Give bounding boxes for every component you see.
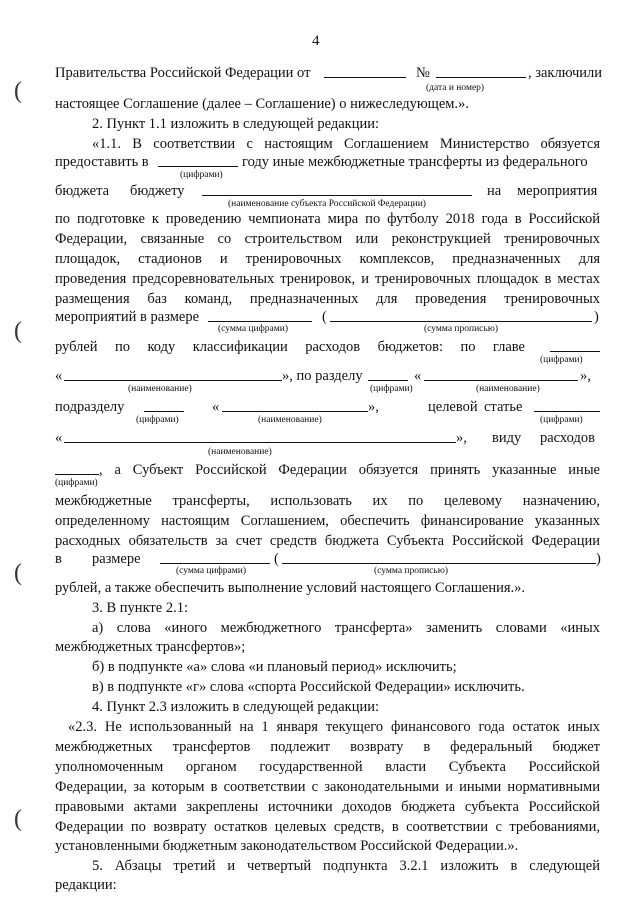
sum-words-blank: [282, 549, 596, 564]
text-line: №: [416, 65, 430, 81]
text-line: бюджету: [130, 183, 185, 199]
caption: (сумма прописью): [374, 566, 448, 576]
text-line: редакции:: [55, 877, 117, 893]
text-line: б) в подпункте «а» слова «и плановый период» исключить;: [92, 659, 457, 675]
text-line: предоставить в: [55, 154, 149, 170]
chapter-blank: [550, 337, 600, 352]
text-line: »,: [580, 368, 591, 384]
caption: (наименование): [208, 447, 272, 457]
text-line: расходов: [540, 430, 595, 446]
binder-mark: (: [14, 560, 22, 586]
text-line: межбюджетных трансфертов»;: [55, 639, 246, 655]
text-line: Федерации, за которым в соответствии с законодательными и иными нормативными: [55, 779, 600, 795]
caption: (наименование): [128, 384, 192, 394]
text-line: бюджета: [55, 183, 110, 199]
text-line: 2. Пункт 1.1 изложить в следующей редакции:: [92, 116, 380, 132]
text-line: «: [212, 399, 220, 415]
type-blank: [55, 460, 99, 475]
text-line: в: [55, 551, 62, 567]
caption: (цифрами): [180, 170, 223, 180]
subject-blank: [202, 181, 472, 196]
subsection-blank: [144, 397, 184, 412]
caption: (сумма цифрами): [218, 324, 288, 334]
text-line: мероприятий в размере: [55, 309, 200, 325]
text-line: 4. Пункт 2.3 изложить в следующей редакции:: [92, 699, 380, 715]
text-line: Федерации, связанные со строительством или реконструкцией тренировочных: [55, 231, 600, 247]
caption: (цифрами): [136, 415, 179, 425]
text-line: »,: [456, 430, 467, 446]
text-line: межбюджетные трансферты, использовать их по целевому назначению,: [55, 493, 600, 509]
article-blank: [534, 397, 600, 412]
caption: (цифрами): [540, 415, 583, 425]
caption: (наименование): [258, 415, 322, 425]
text-line: уполномоченным органом государственной власти Субъекта Российской: [55, 759, 600, 775]
name-blank: [222, 397, 368, 412]
year-blank: [158, 152, 238, 167]
text-line: ): [596, 551, 601, 567]
text-line: 5. Абзацы третий и четвертый подпункта 3.2.1 изложить в следующей: [92, 858, 600, 874]
text-line: настоящее Соглашение (далее – Соглашение) о нижеследующем.».: [55, 96, 469, 112]
text-line: а) слова «иного межбюджетного трансферта» заменить словами «иных: [92, 620, 600, 636]
text-line: году иные межбюджетные трансферты из федерального: [242, 154, 588, 170]
text-line: площадок, стадионов и тренировочных комплексов, предназначенных для: [55, 251, 600, 267]
text-line: мероприятия: [517, 183, 598, 199]
text-line: межбюджетных трансфертов подлежит возврату в федеральный бюджет: [55, 739, 600, 755]
caption: (наименование): [476, 384, 540, 394]
caption: (дата и номер): [426, 83, 485, 93]
text-line: правовыми актами закреплены источники доходов бюджета субъекта Российской: [55, 799, 600, 815]
text-line: »,: [368, 399, 379, 415]
text-line: рублей по коду классификации расходов бюджетов: по главе: [55, 339, 525, 355]
binder-mark: (: [14, 78, 22, 104]
text-line: по подготовке к проведению чемпионата мира по футболу 2018 года в Российской: [55, 211, 600, 227]
caption: (сумма прописью): [424, 324, 498, 334]
text-line: статье: [484, 399, 523, 415]
section-blank: [368, 366, 408, 381]
text-line: целевой: [428, 399, 478, 415]
page-number: 4: [312, 33, 320, 49]
text-line: «: [414, 368, 422, 384]
caption: (цифрами): [540, 355, 583, 365]
text-line: Федерации по возврату остатков целевых средств, в соответствии с требованиями,: [55, 819, 600, 835]
text-line: подразделу: [55, 399, 125, 415]
text-line: проведения предсоревновательных тренировок, и тренировочных площадок в местах: [55, 271, 600, 287]
text-line: », по разделу: [282, 368, 363, 384]
text-line: , а Субъект Российской Федерации обязуется принять указанные иные: [99, 462, 600, 478]
name-blank: [64, 428, 456, 443]
text-line: «2.3. Не использованный на 1 января текущего финансового года остаток иных: [68, 719, 600, 735]
text-line: ): [594, 309, 599, 325]
date-blank: [324, 63, 406, 78]
sum-words-blank: [330, 307, 592, 322]
text-line: Правительства Российской Федерации от: [55, 65, 311, 81]
text-line: установленными бюджетным законодательством Российской Федерации.».: [55, 838, 519, 854]
caption: (цифрами): [370, 384, 413, 394]
caption: (сумма цифрами): [176, 566, 246, 576]
sum-digits-blank: [208, 307, 312, 322]
text-line: «1.1. В соответствии с настоящим Соглашением Министерство обязуется: [92, 136, 600, 152]
text-line: рублей, а также обеспечить выполнение условий настоящего Соглашения.».: [55, 580, 526, 596]
text-line: виду: [492, 430, 522, 446]
text-line: 3. В пункте 2.1:: [92, 600, 188, 616]
text-line: размере: [92, 551, 141, 567]
caption: (цифрами): [55, 478, 98, 488]
text-line: (: [274, 551, 279, 567]
name-blank: [64, 366, 282, 381]
binder-mark: (: [14, 318, 22, 344]
text-line: (: [322, 309, 327, 325]
text-line: в) в подпункте «г» слова «спорта Российской Федерации» исключить.: [92, 679, 525, 695]
text-line: на: [487, 183, 502, 199]
name-blank: [424, 366, 578, 381]
text-line: «: [55, 430, 63, 446]
sum-digits-blank: [160, 549, 270, 564]
caption: (наименование субъекта Российской Федерации): [228, 199, 426, 209]
text-line: определенному настоящим Соглашением, обеспечить финансирование указанных: [55, 513, 600, 529]
text-line: , заключили: [528, 65, 603, 81]
text-line: расходных обязательств за счет средств бюджета Субъекта Российской Федерации: [55, 533, 600, 549]
text-line: «: [55, 368, 63, 384]
binder-mark: (: [14, 806, 22, 832]
text-line: размещения баз команд, предназначенных для проведения тренировочных: [55, 291, 600, 307]
number-blank: [436, 63, 526, 78]
